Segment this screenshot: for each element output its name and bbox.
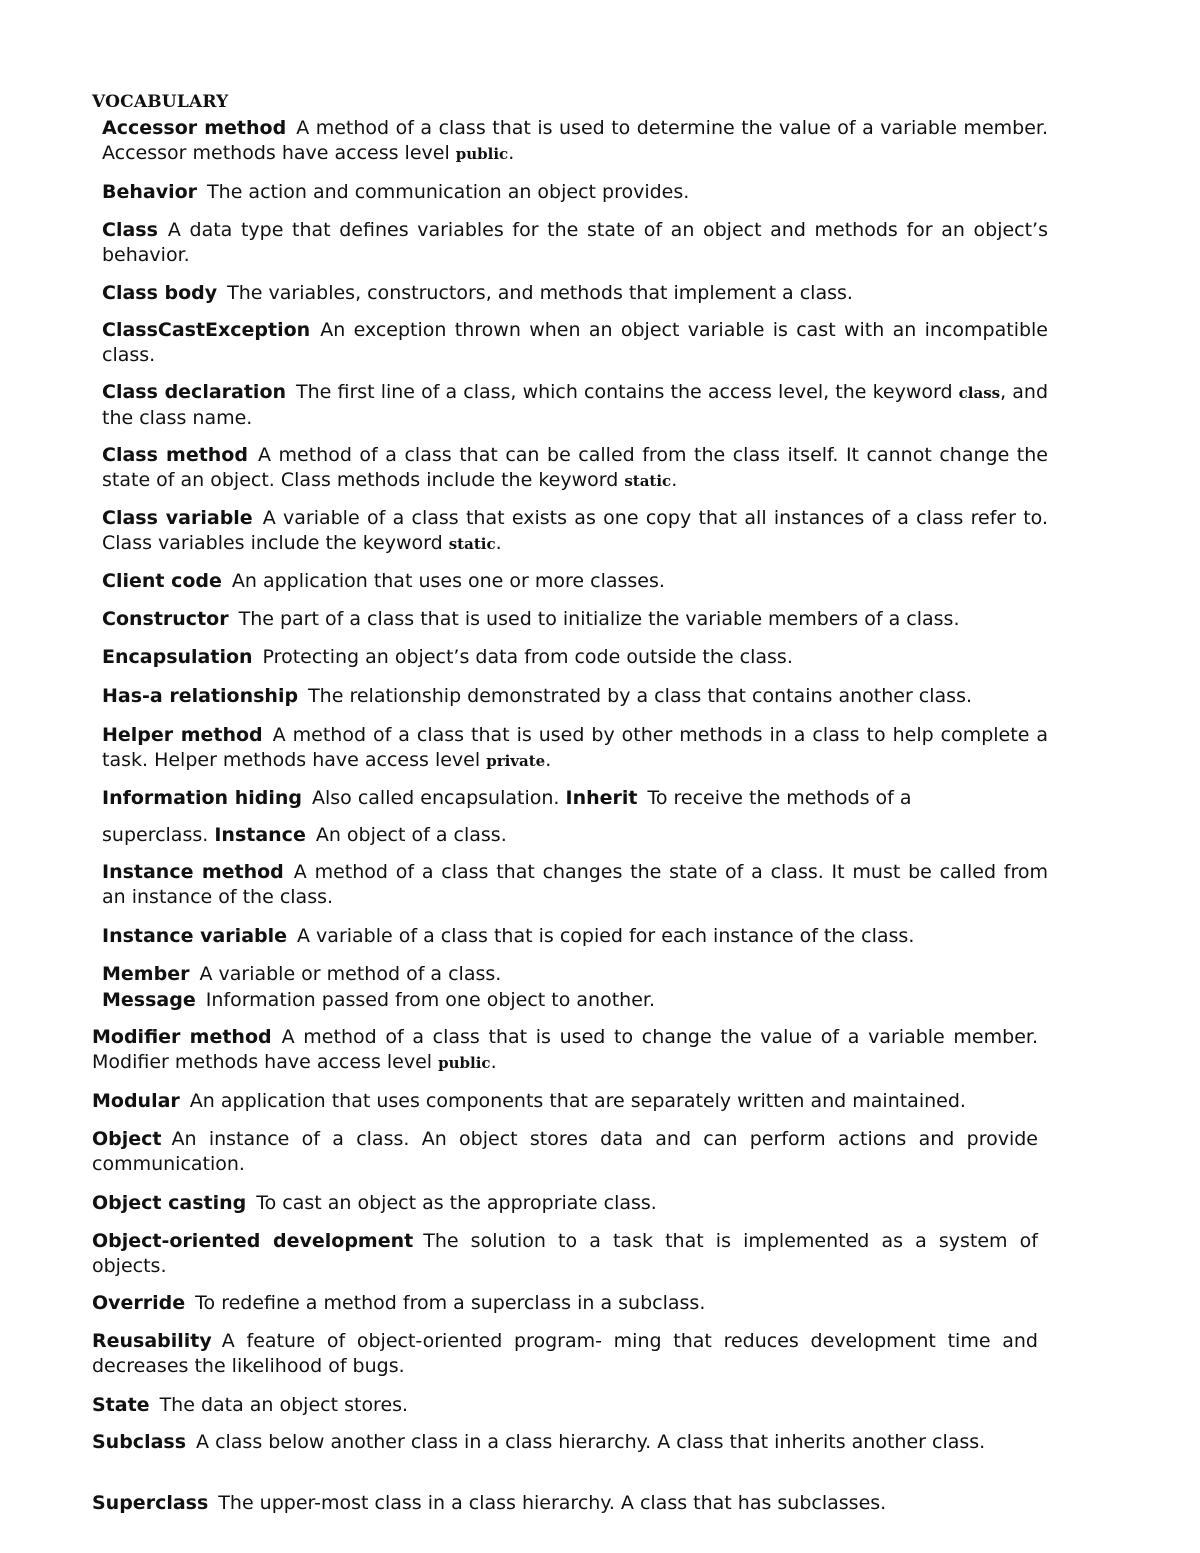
vocab-definition: A variable of a class that is copied for each instance of the class. bbox=[297, 925, 915, 947]
vocab-term: Superclass bbox=[92, 1492, 209, 1514]
vocab-definition: An application that uses one or more classes. bbox=[231, 570, 665, 592]
vocab-term: Information hiding bbox=[102, 787, 302, 809]
vocab-definition: An application that uses components that are separately written and maintained. bbox=[189, 1090, 966, 1112]
vocab-term: Class method bbox=[102, 444, 248, 466]
vocab-entry bbox=[102, 860, 1048, 910]
vocab-definition-tail: . bbox=[671, 469, 678, 491]
vocab-definition: A method of a class that is used to change the value of a variable member. Modifier methods have access level bbox=[92, 1026, 1038, 1073]
vocab-term: Object casting bbox=[92, 1192, 247, 1214]
vocab-entry bbox=[102, 607, 1048, 632]
vocab-term: Reusability bbox=[92, 1330, 212, 1352]
vocab-definition: Information passed from one object to another. bbox=[205, 989, 655, 1011]
vocab-term: Client code bbox=[102, 570, 222, 592]
vocab-entry bbox=[102, 180, 1048, 205]
vocab-term: Instance bbox=[214, 824, 306, 846]
vocab-definition: The variables, constructors, and methods that implement a class. bbox=[227, 282, 853, 304]
vocab-definition-tail: , and the class name. bbox=[102, 381, 1048, 429]
vocab-entry bbox=[102, 116, 1048, 167]
vocab-term: Class body bbox=[102, 282, 218, 304]
vocab-definition: A method of a class that changes the state of a class. It must be called from an instance of the class. bbox=[102, 861, 1049, 908]
vocab-definition: Also called encapsulation. bbox=[311, 787, 560, 809]
vocab-term: Modifier method bbox=[92, 1026, 272, 1048]
vocab-term: Class declaration bbox=[102, 381, 287, 403]
vocab-definition: A method of a class that can be called from the class itself. It cannot change the state of an object. Class methods include the keyword bbox=[102, 444, 1048, 491]
vocab-entry bbox=[92, 1291, 1038, 1316]
vocab-entry bbox=[102, 380, 1048, 431]
vocab-definition: A variable of a class that exists as one copy that all instances of a class refer to. Class variables include the keyword bbox=[102, 507, 1048, 554]
vocab-term: Object-oriented development bbox=[92, 1230, 414, 1252]
vocab-entry bbox=[102, 218, 1048, 268]
vocab-entry bbox=[92, 1127, 1038, 1177]
vocab-term: Modular bbox=[92, 1090, 180, 1112]
vocab-term: Has-a relationship bbox=[102, 685, 299, 707]
vocab-term: Message bbox=[102, 989, 196, 1011]
vocab-definition: To receive the methods of a bbox=[647, 787, 912, 809]
vocab-keyword: static bbox=[448, 535, 496, 553]
vocab-term: ClassCastException bbox=[102, 319, 311, 341]
vocab-definition: The action and communication an object provides. bbox=[207, 181, 690, 203]
vocab-definition: An object of a class. bbox=[315, 824, 507, 846]
vocab-term: Encapsulation bbox=[102, 646, 253, 668]
vocab-definition: The data an object stores. bbox=[159, 1394, 409, 1416]
vocab-definition: The part of a class that is used to initialize the variable members of a class. bbox=[238, 608, 960, 630]
vocab-entry bbox=[92, 1329, 1038, 1379]
vocab-definition: A method of a class that is used to determine the value of a variable member. Accessor methods have access level bbox=[102, 117, 1048, 164]
vocab-definition-tail: . bbox=[545, 749, 552, 771]
vocab-entry bbox=[102, 645, 1048, 670]
vocab-term: Helper method bbox=[102, 724, 263, 746]
vocab-entry bbox=[92, 1025, 1038, 1076]
vocab-definition: An instance of a class. An object stores data and can perform actions and provide communication. bbox=[92, 1128, 1038, 1175]
vocab-definition: An exception thrown when an object variable is cast with an incompatible class. bbox=[102, 319, 1048, 366]
vocab-entry bbox=[92, 1089, 1038, 1114]
vocab-keyword: class bbox=[958, 384, 1001, 402]
vocab-term: Override bbox=[92, 1292, 186, 1314]
vocab-term: Inherit bbox=[565, 787, 638, 809]
vocab-term: Object bbox=[92, 1128, 162, 1150]
vocab-term: State bbox=[92, 1394, 150, 1416]
vocab-definition: A class below another class in a class hierarchy. A class that inherits another class. bbox=[196, 1431, 986, 1453]
vocab-entry bbox=[102, 723, 1048, 774]
vocab-term: Member bbox=[102, 963, 190, 985]
vocab-definition-tail: . bbox=[495, 532, 502, 554]
vocab-definition: To cast an object as the appropriate class. bbox=[256, 1192, 657, 1214]
vocab-entry bbox=[102, 786, 1048, 811]
vocab-entry bbox=[92, 1491, 1038, 1516]
vocab-entry bbox=[102, 281, 1048, 306]
vocab-term: Instance variable bbox=[102, 925, 288, 947]
vocab-entry bbox=[102, 569, 1048, 594]
vocab-definition: The upper-most class in a class hierarchy. A class that has subclasses. bbox=[218, 1492, 887, 1514]
page-title: VOCABULARY bbox=[92, 92, 229, 112]
vocab-keyword: private bbox=[486, 752, 546, 770]
vocab-entry bbox=[102, 823, 1048, 848]
vocab-definition: The first line of a class, which contains the access level, the keyword bbox=[296, 381, 953, 403]
vocab-term: Instance method bbox=[102, 861, 284, 883]
vocab-definition: Protecting an object’s data from code outside the class. bbox=[262, 646, 793, 668]
vocab-keyword: public bbox=[438, 1054, 491, 1072]
vocab-definition: A data type that defines variables for the state of an object and methods for an object’s behavior. bbox=[102, 219, 1048, 266]
vocab-entry bbox=[92, 1191, 1038, 1216]
vocab-entry bbox=[102, 506, 1048, 557]
vocab-entry bbox=[102, 684, 1048, 709]
vocab-definition-tail: . bbox=[508, 142, 515, 164]
vocab-definition-tail: . bbox=[490, 1051, 497, 1073]
vocab-term: Class bbox=[102, 219, 158, 241]
vocab-entry bbox=[92, 1430, 1038, 1455]
vocab-definition: A method of a class that is used by other methods in a class to help complete a task. Helper methods have access level bbox=[102, 724, 1049, 771]
vocab-definition: The solution to a task that is implemented as a system of objects. bbox=[92, 1230, 1038, 1277]
vocab-entry bbox=[102, 318, 1048, 368]
vocab-entry bbox=[102, 924, 1048, 949]
vocab-definition: The relationship demonstrated by a class that contains another class. bbox=[308, 685, 973, 707]
vocab-term: Accessor method bbox=[102, 117, 287, 139]
vocab-definition: To redefine a method from a superclass in a subclass. bbox=[195, 1292, 706, 1314]
vocab-definition: superclass. bbox=[102, 824, 209, 846]
vocab-term: Subclass bbox=[92, 1431, 187, 1453]
vocab-term: Class variable bbox=[102, 507, 253, 529]
vocab-entry bbox=[102, 988, 1048, 1013]
vocab-entry bbox=[102, 443, 1048, 494]
vocab-definition: A variable or method of a class. bbox=[199, 963, 502, 985]
vocab-definition: A feature of object-oriented program- ming that reduces development time and decreases the likelihood of bugs. bbox=[92, 1330, 1038, 1377]
vocab-entry bbox=[92, 1229, 1038, 1279]
vocab-keyword: public bbox=[455, 145, 509, 163]
vocab-keyword: static bbox=[624, 472, 672, 490]
vocab-entry bbox=[102, 962, 1048, 987]
vocab-term: Behavior bbox=[102, 181, 198, 203]
vocab-term: Constructor bbox=[102, 608, 229, 630]
vocab-entry bbox=[92, 1393, 1038, 1418]
